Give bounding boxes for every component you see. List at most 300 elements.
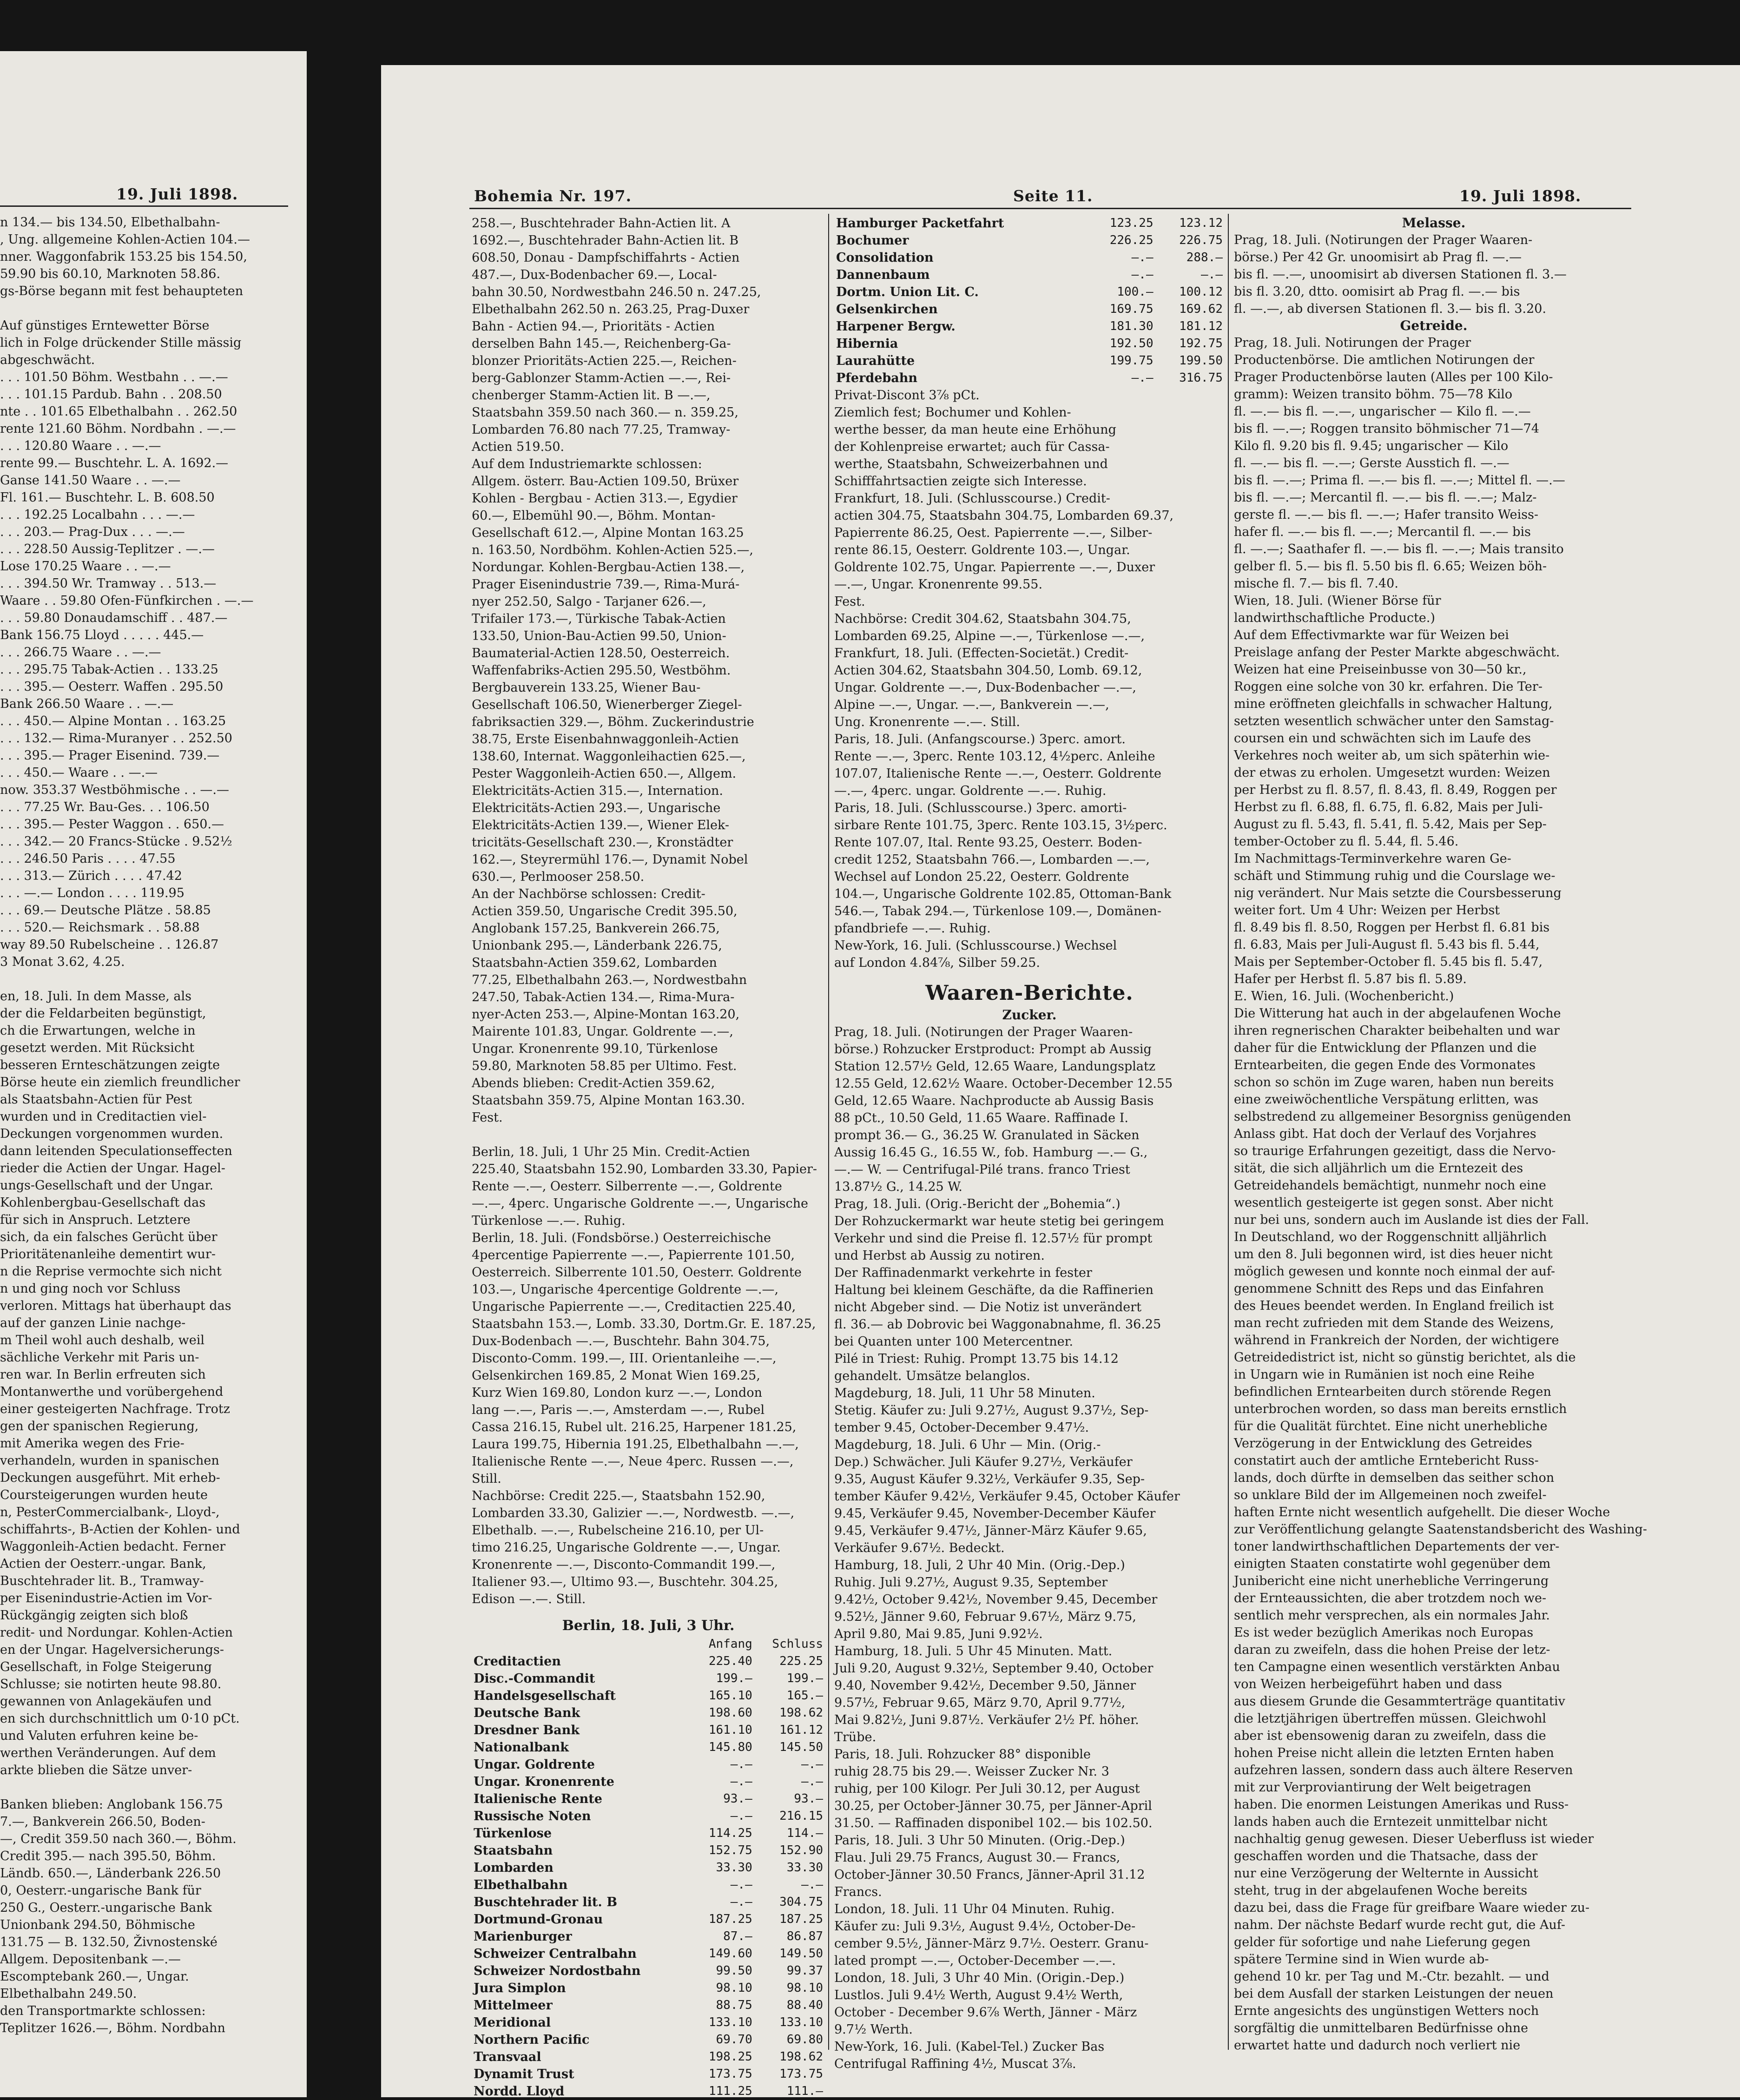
text-line: und Herbst ab Aussig zu notiren.	[834, 1248, 1045, 1263]
text-line: Oesterreich. Silberrente 101.50, Oesterr. Goldrente	[472, 1265, 802, 1280]
text-line: genommene Schnitt des Reps und das Einfahren	[1234, 1281, 1544, 1296]
text-line: Nordungar. Kohlen-Bergbau-Actien 138.—,	[472, 560, 745, 575]
text-line: Ziemlich fest; Bochumer und Kohlen-	[834, 405, 1071, 420]
text-line: gs-Börse begann mit fest behaupteten	[0, 284, 244, 298]
close-value: 199.—	[786, 1671, 823, 1685]
close-value: 33.30	[786, 1861, 823, 1875]
text-line	[472, 1126, 825, 1143]
table-row	[472, 1911, 825, 1928]
open-value: —.—	[1131, 251, 1153, 264]
table-row	[472, 1739, 825, 1756]
text-line: Privat-Discont 3⅞ pCt.	[834, 388, 980, 403]
text-line: Der Rohzuckermarkt war heute stetig bei geringem	[834, 1214, 1164, 1228]
melasse-title: Melasse.	[1402, 215, 1466, 231]
text-line: gewannen von Anlagekäufen und	[0, 1694, 212, 1709]
text-line: Juli 9.20, August 9.32½, September 9.40, October	[834, 1661, 1153, 1676]
header-rule	[469, 208, 1631, 209]
text-line: rente 86.15, Oesterr. Goldrente 103.—, Ungar.	[834, 543, 1130, 557]
open-value: 98.10	[716, 1981, 752, 1995]
text-line: verhandeln, wurden in spanischen	[0, 1453, 219, 1468]
text-line: mit Amerika wegen des Frie-	[0, 1436, 185, 1451]
table-row	[472, 1670, 825, 1687]
open-value: —.—	[1131, 268, 1153, 282]
text-line: bei Quanten unter 100 Metercentner.	[834, 1334, 1074, 1349]
text-line: Ungar. Goldrente —.—, Dux-Bodenbacher —.—,	[834, 680, 1136, 695]
text-line: ten Campagne einen wesentlich verstärkten Anbau	[1234, 1660, 1560, 1674]
text-line: bis fl. —.—; Mercantil fl. —.— bis fl. —.—; Malz-	[1234, 490, 1537, 505]
col2-quote-table	[834, 215, 1225, 387]
open-value: 87.—	[723, 1929, 752, 1943]
security-name: Schweizer Centralbahn	[474, 1947, 637, 1961]
security-name: Consolidation	[836, 251, 934, 265]
text-line: Allgem. Depositenbank —.—	[0, 1952, 181, 1967]
text-line: credit 1252, Staatsbahn 766.—, Lombarden —.—,	[834, 852, 1150, 867]
text-line: Ganse 141.50 Waare . . —.—	[0, 473, 181, 488]
open-value: 123.25	[1109, 216, 1153, 230]
right-page	[381, 65, 1740, 2097]
text-line: Credit 395.— nach 395.50, Böhm.	[0, 1849, 216, 1863]
text-line: fl. —.—, ab diversen Stationen fl. 3.— bis fl. 3.20.	[1234, 302, 1547, 316]
text-line: ren war. In Berlin erfreuten sich	[0, 1367, 206, 1382]
table-row	[472, 2014, 825, 2031]
text-line: 31.50. — Raffinaden disponibel 102.— bis 102.50.	[834, 1816, 1153, 1830]
text-line: Käufer zu: Juli 9.3½, August 9.4½, October-De-	[834, 1919, 1136, 1934]
text-line: lich in Folge drückender Stille mässig	[0, 336, 242, 350]
text-line: Paris, 18. Juli. 3 Uhr 50 Minuten. (Orig.-Dep.)	[834, 1833, 1125, 1848]
text-line: gelber fl. 5.— bis fl. 5.50 bis fl. 6.65; Weizen böh-	[1234, 559, 1547, 574]
text-line: erwartet hatte und dadurch noch verliert nie	[1234, 2038, 1521, 2053]
text-line: October - December 9.6⅞ Werth, Jänner - März	[834, 2005, 1137, 2020]
security-name: Mittelmeer	[474, 1998, 553, 2013]
security-name: Buschtehrader lit. B	[474, 1895, 618, 1909]
text-line: steht, trug in der abgelaufenen Woche bereits	[1234, 1883, 1528, 1898]
text-line: Hafer per Herbst fl. 5.87 bis fl. 5.89.	[1234, 972, 1467, 986]
text-line: werthe, Staatsbahn, Schweizerbahnen und	[834, 457, 1108, 471]
text-line: Gesellschaft 106.50, Wienerberger Ziegel-	[472, 698, 742, 712]
text-line: Papierrente 86.25, Oest. Papierrente —.—, Silber-	[834, 526, 1153, 540]
security-name: Dannenbaum	[836, 268, 930, 282]
security-name: Dortm. Union Lit. C.	[836, 285, 979, 299]
text-line: bahn 30.50, Nordwestbahn 246.50 n. 247.25,	[472, 285, 761, 299]
text-line: Börse heute ein ziemlich freundlicher	[0, 1075, 240, 1090]
table-row	[834, 370, 1225, 387]
open-value: 199.75	[1109, 354, 1153, 368]
text-line: 9.35, August Käufer 9.32½, Verkäufer 9.35, Sep-	[834, 1472, 1145, 1486]
close-value: 216.15	[779, 1809, 823, 1823]
close-value: 198.62	[779, 1706, 823, 1720]
text-line: Elbethalb. —.—, Rubelscheine 216.10, per Ul-	[472, 1523, 764, 1538]
text-line: 77.25, Elbethalbahn 263.—, Nordwestbahn	[472, 973, 747, 987]
text-line: arkte blieben die Sätze unver-	[0, 1763, 192, 1777]
melasse-text	[1234, 231, 1634, 317]
text-line: An der Nachbörse schlossen: Credit-	[472, 887, 705, 901]
text-line: Auf dem Effectivmarkte war für Weizen bei	[1234, 628, 1509, 642]
text-line: —, Credit 359.50 nach 360.—, Böhm.	[0, 1832, 237, 1846]
close-value: —.—	[801, 1878, 823, 1892]
table-row	[834, 352, 1225, 370]
text-line: Elbethalbahn 249.50.	[0, 1987, 137, 2001]
text-line: . . . 450.— Alpine Montan . . 163.25	[0, 714, 226, 728]
table-row	[472, 1687, 825, 1704]
close-value: —.—	[801, 1775, 823, 1789]
open-value: 114.25	[708, 1826, 752, 1840]
text-line: Ruhig. Juli 9.27½, August 9.35, September	[834, 1575, 1108, 1590]
text-line	[0, 971, 297, 988]
text-line: . . . 101.50 Böhm. Westbahn . . —.—	[0, 370, 228, 384]
open-value: —.—	[730, 1895, 752, 1909]
security-name: Meridional	[474, 2015, 551, 2030]
text-line: New-York, 16. Juli. (Schlusscourse.) Wechsel	[834, 938, 1117, 953]
open-value: —.—	[1131, 371, 1153, 385]
text-line: tember-October zu fl. 5.44, fl. 5.46.	[1234, 834, 1459, 849]
text-line: während in Frankreich der Norden, der wichtigere	[1234, 1333, 1559, 1347]
open-value: 198.25	[708, 2050, 752, 2064]
text-line: Francs.	[834, 1885, 882, 1899]
table-row	[472, 1997, 825, 2014]
text-line: Prag, 18. Juli. Notirungen der Prager	[1234, 336, 1471, 350]
text-line: die letztjährigen übertreffen müssen. Gleichwohl	[1234, 1711, 1547, 1726]
text-line: redit- und Nordungar. Kohlen-Actien	[0, 1625, 233, 1640]
text-line: 7.—, Bankverein 266.50, Boden-	[0, 1815, 205, 1829]
text-line: Actien der Oesterr.-ungar. Bank,	[0, 1557, 206, 1571]
table-row	[472, 1773, 825, 1790]
text-line: . . . 59.80 Donaudamschiff . . 487.—	[0, 611, 228, 625]
text-line: Berlin, 18. Juli, 1 Uhr 25 Min. Credit-Actien	[472, 1145, 750, 1159]
text-line: Rückgängig zeigten sich bloß	[0, 1608, 188, 1623]
text-line: nahm. Der nächste Bedarf wurde recht gut, die Auf-	[1234, 1918, 1565, 1932]
open-value: 145.80	[708, 1740, 752, 1754]
text-line: Banken blieben: Anglobank 156.75	[0, 1797, 223, 1812]
text-line: Türkenlose —.—. Ruhig.	[472, 1214, 626, 1228]
security-name: Russische Noten	[474, 1809, 591, 1823]
wien-report-text	[1234, 988, 1648, 2054]
text-line: Schifffahrtsactien zeigte sich Interesse.	[834, 474, 1087, 489]
text-line: Kilo fl. 9.20 bis fl. 9.45; ungarischer — Kilo	[1234, 439, 1509, 453]
text-line: von Weizen herbeigeführt haben und dass	[1234, 1677, 1502, 1691]
text-line: Staatsbahn 359.75, Alpine Montan 163.30.	[472, 1093, 745, 1108]
close-value: 114.—	[786, 1826, 823, 1840]
text-line: daher für die Entwicklung der Pflanzen und die	[1234, 1041, 1537, 1055]
table-row	[472, 1842, 825, 1859]
text-line: sorgfältig die unmittelbaren Bedürfnisse ohne	[1234, 2021, 1529, 2035]
text-line: möglich gewesen und konnte noch einmal der auf-	[1234, 1264, 1555, 1279]
text-line: en der Ungar. Hagelversicherungs-	[0, 1643, 224, 1657]
text-line: Ländb. 650.—, Länderbank 226.50	[0, 1866, 221, 1881]
open-value: 100.—	[1117, 285, 1153, 299]
text-line: man recht zufrieden mit dem Stande des Weizens,	[1234, 1316, 1554, 1330]
text-line: Preislage anfang der Pester Markte abgeschwächt.	[1234, 645, 1560, 660]
text-line: 247.50, Tabak-Actien 134.—, Rima-Mura-	[472, 990, 735, 1004]
security-name: Gelsenkirchen	[836, 302, 938, 317]
close-value: 316.75	[1179, 371, 1223, 385]
text-line: Waare . . 59.80 Ofen-Fünfkirchen . —.—	[0, 594, 254, 608]
text-line: . . . 394.50 Wr. Tramway . . 513.—	[0, 576, 217, 591]
text-line: Wechsel auf London 25.22, Oesterr. Goldrente	[834, 870, 1129, 884]
text-line: lands haben auch die Erntezeit unmittelbar nicht	[1234, 1815, 1548, 1829]
close-value: 198.62	[779, 2050, 823, 2064]
text-line: 60.—, Elbemühl 90.—, Böhm. Montan-	[472, 508, 716, 523]
text-line: Cassa 216.15, Rubel ult. 216.25, Harpener 181.25,	[472, 1420, 797, 1434]
text-line: so traurige Erfahrungen gezeitigt, dass die Nervo-	[1234, 1144, 1556, 1158]
security-name: Transvaal	[474, 2050, 541, 2064]
text-line: Kohlenbergbau-Gesellschaft das	[0, 1195, 206, 1210]
open-value: 225.40	[708, 1654, 752, 1668]
text-line: aufzehren lassen, sondern dass auch ältere Reserven	[1234, 1763, 1573, 1777]
text-line: abgeschwächt.	[0, 353, 95, 367]
text-line: Abends blieben: Credit-Actien 359.62,	[472, 1076, 715, 1090]
text-line: Dux-Bodenbach —.—, Buschtehr. Bahn 304.75,	[472, 1334, 770, 1348]
text-line: . . . 395.— Prager Eisenind. 739.—	[0, 748, 220, 763]
text-line: eine zweiwöchentliche Verspätung erlitten, was	[1234, 1092, 1539, 1107]
text-line: Teplitzer 1626.—, Böhm. Nordbahn	[0, 2021, 225, 2035]
table-row	[472, 1859, 825, 1876]
text-line: 38.75, Erste Eisenbahnwaggonleih-Actien	[472, 732, 739, 746]
text-line: Magdeburg, 18. Juli. 6 Uhr — Min. (Orig.-	[834, 1438, 1101, 1452]
text-line: 250 G., Oesterr.-ungarische Bank	[0, 1901, 212, 1915]
text-line: fl. 8.49 bis fl. 8.50, Roggen per Herbst fl. 6.81 bis	[1234, 920, 1550, 935]
open-value: 199.—	[716, 1671, 752, 1685]
close-value: 192.75	[1179, 337, 1223, 350]
text-line: selbstredend zu allgemeiner Besorgniss genügenden	[1234, 1109, 1571, 1124]
text-line: 59.80, Marknoten 58.85 per Ultimo. Fest.	[472, 1059, 737, 1073]
text-line: Flau. Juli 29.75 Francs, August 30.— Francs,	[834, 1850, 1120, 1865]
text-line: sächliche Verkehr mit Paris un-	[0, 1350, 199, 1365]
open-value: 187.25	[708, 1912, 752, 1926]
text-line: Trifailer 173.—, Türkische Tabak-Actien	[472, 612, 726, 626]
text-line: 9.45, Verkäufer 9.45, November-December Käufer	[834, 1506, 1156, 1521]
text-line: October-Jänner 30.50 Francs, Jänner-April 31.12	[834, 1868, 1145, 1882]
text-line: fl. —.—; Saathafer fl. —.— bis fl. —.—; Mais transito	[1234, 542, 1564, 556]
column-2	[834, 215, 1225, 2071]
text-line: E. Wien, 16. Juli. (Wochenbericht.)	[1234, 989, 1454, 1004]
text-line: tember Käufer 9.42½, Verkäufer 9.45, October Käufer	[834, 1489, 1180, 1504]
close-value: 169.62	[1179, 302, 1223, 316]
open-value: 169.75	[1109, 302, 1153, 316]
text-line: 4percentige Papierrente —.—, Papierrente 101.50,	[472, 1248, 795, 1262]
text-line: 9.40, November 9.42½, December 9.50, Jänner	[834, 1678, 1136, 1693]
text-line: London, 18. Juli, 3 Uhr 40 Min. (Origin.-Dep.)	[834, 1971, 1125, 1985]
text-line: Lombarden 76.80 nach 77.25, Tramway-	[472, 423, 731, 437]
text-line: gehandelt. Umsätze belanglos.	[834, 1369, 1030, 1383]
text-line: n 134.— bis 134.50, Elbethalbahn-	[0, 215, 220, 230]
text-line: 630.—, Perlmooser 258.50.	[472, 870, 645, 884]
security-name: Dortmund-Gronau	[474, 1912, 603, 1927]
text-line: Montanwerthe und vorübergehend	[0, 1385, 224, 1399]
text-line: Baumaterial-Actien 128.50, Oesterreich.	[472, 646, 730, 660]
open-value: 133.10	[708, 2015, 752, 2029]
table-row	[472, 1704, 825, 1722]
text-line: 225.40, Staatsbahn 152.90, Lombarden 33.30, Papier-	[472, 1162, 817, 1176]
table-row	[472, 1980, 825, 1997]
security-name: Jura Simplon	[474, 1981, 566, 1995]
zucker-title: Zucker.	[1002, 1007, 1057, 1023]
text-line: Roggen eine solche von 30 kr. erfahren. Die Ter-	[1234, 680, 1542, 694]
close-value: 165.—	[786, 1689, 823, 1703]
text-line: . . . 246.50 Paris . . . . 47.55	[0, 852, 176, 866]
text-line: constatirt auch der amtliche Erntebericht Russ-	[1234, 1453, 1539, 1468]
text-line: per Eisenindustrie-Actien im Vor-	[0, 1591, 212, 1605]
open-value: 93.—	[723, 1792, 752, 1806]
text-line: so unklare Bild der im Allgemeinen noch zweifel-	[1234, 1488, 1547, 1502]
table-row	[472, 1808, 825, 1825]
text-line: 88 pCt., 10.50 Geld, 11.65 Waare. Raffinade I.	[834, 1111, 1128, 1125]
table-row	[472, 1928, 825, 1945]
text-line: Rente 107.07, Ital. Rente 93.25, Oesterr. Boden-	[834, 835, 1142, 850]
security-name: Türkenlose	[474, 1826, 552, 1841]
open-value: 149.60	[708, 1947, 752, 1961]
text-line: schiffahrts-, B-Actien der Kohlen- und	[0, 1522, 240, 1537]
text-line: August zu fl. 5.43, fl. 5.41, fl. 5.42, Mais per Sep-	[1234, 817, 1547, 832]
text-line: Disconto-Comm. 199.—, III. Orientanleihe —.—,	[472, 1351, 777, 1366]
text-line: Paris, 18. Juli. (Schlusscourse.) 3perc. amorti-	[834, 801, 1127, 815]
text-line: In Deutschland, wo der Roggenschnitt alljährlich	[1234, 1230, 1547, 1244]
text-line: . . . 342.— 20 Francs-Stücke . 9.52½	[0, 834, 232, 849]
close-value: 98.10	[786, 1981, 823, 1995]
text-line: Bergbauverein 133.25, Wiener Bau-	[472, 680, 701, 695]
table-row	[834, 284, 1225, 301]
text-line: aber ist ebensowenig daran zu zweifeln, dass die	[1234, 1729, 1546, 1743]
text-line: . . . 450.— Waare . . —.—	[0, 766, 158, 780]
text-line: . . . 132.— Rima-Muranyer . . 252.50	[0, 731, 232, 746]
text-line: ungs-Gesellschaft und der Ungar.	[0, 1178, 214, 1193]
text-line: Es ist weder bezüglich Amerikas noch Europas	[1234, 1625, 1534, 1640]
text-line: mine eröffneten gleichfalls in schwacher Haltung,	[1234, 697, 1553, 711]
text-line: m Theil wohl auch deshalb, weil	[0, 1333, 205, 1347]
open-value: 192.50	[1109, 337, 1153, 350]
text-line: einer gesteigerten Nachfrage. Trotz	[0, 1402, 230, 1416]
text-line: Magdeburg, 18. Juli, 11 Uhr 58 Minuten.	[834, 1386, 1095, 1400]
open-value: 226.25	[1109, 233, 1153, 247]
text-line: ch die Erwartungen, welche in	[0, 1024, 196, 1038]
text-line: haften Ernte nicht wesentlich aufgehellt. Die dieser Woche	[1234, 1505, 1610, 1519]
text-line: Hamburg, 18. Juli. 5 Uhr 45 Minuten. Matt.	[834, 1644, 1113, 1658]
text-line: landwirthschaftliche Producte.)	[1234, 611, 1436, 625]
text-line: werthen Veränderungen. Auf dem	[0, 1746, 216, 1760]
berlin-quote-table	[472, 1636, 825, 2100]
text-line: Elbethalbahn 262.50 n. 263.25, Prag-Duxer	[472, 302, 750, 317]
text-line: als Staatsbahn-Actien für Pest	[0, 1092, 192, 1107]
text-line	[0, 300, 297, 317]
close-value: 86.87	[786, 1929, 823, 1943]
text-line: werthe besser, da man heute eine Erhöhung	[834, 423, 1116, 437]
column-header-open: Anfang	[708, 1637, 752, 1651]
text-line: Pilé in Triest: Ruhig. Prompt 13.75 bis 14.12	[834, 1352, 1119, 1366]
left-header-date: 19. Juli 1898.	[116, 185, 238, 203]
text-line: Rente —.—, Oesterr. Silberrente —.—, Goldrente	[472, 1179, 782, 1194]
text-line: Ungar. Kronenrente 99.10, Türkenlose	[472, 1042, 718, 1056]
text-line: Paris, 18. Juli. Rohzucker 88° disponible	[834, 1747, 1091, 1762]
text-line: blonzer Prioritäts-Actien 225.—, Reichen-	[472, 354, 737, 368]
open-value: —.—	[730, 1757, 752, 1771]
left-column	[0, 214, 297, 2073]
security-name: Nordd. Lloyd	[474, 2084, 565, 2099]
text-line: Elektricitäts-Actien 315.—, Internation.	[472, 784, 723, 798]
security-name: Nationalbank	[474, 1740, 569, 1755]
text-line: wurden und in Creditactien viel-	[0, 1109, 207, 1124]
text-line: nyer-Acten 253.—, Alpine-Montan 163.20,	[472, 1007, 740, 1022]
close-value: 145.50	[779, 1740, 823, 1754]
text-line: Fl. 161.— Buschtehr. L. B. 608.50	[0, 490, 215, 505]
security-name: Handelsgesellschaft	[474, 1689, 616, 1703]
text-line: 9.45, Verkäufer 9.47½, Jänner-März Käufer 9.65,	[834, 1524, 1147, 1538]
text-line: Auf dem Industriemarkte schlossen:	[472, 457, 702, 471]
text-line: . . . 203.— Prag-Dux . . . —.—	[0, 525, 185, 539]
text-line: prompt 36.— G., 36.25 W. Granulated in Säcken	[834, 1128, 1140, 1142]
text-line: bis fl. —.—; Roggen transito böhmischer 71—74	[1234, 422, 1540, 436]
text-line: Ung. Kronenrente —.—. Still.	[834, 715, 1020, 729]
table-row	[834, 301, 1225, 318]
security-name: Harpener Bergw.	[836, 319, 956, 334]
text-line: Mairente 101.83, Ungar. Goldrente —.—,	[472, 1024, 733, 1039]
open-value: 69.70	[716, 2033, 752, 2047]
security-name: Creditactien	[474, 1654, 561, 1669]
text-line: haben. Die enormen Leistungen Amerikas und Russ-	[1234, 1797, 1569, 1812]
open-value: 165.10	[708, 1689, 752, 1703]
text-line: Laura 199.75, Hibernia 191.25, Elbethalbahn —.—,	[472, 1437, 799, 1452]
text-line: —.—, 4perc. ungar. Goldrente —.—. Ruhig.	[834, 784, 1107, 798]
text-line: Lombarden 69.25, Alpine —.—, Türkenlose —.—,	[834, 629, 1145, 643]
security-name: Staatsbahn	[474, 1843, 553, 1858]
text-line: den Transportmarkte schlossen:	[0, 2004, 206, 2018]
text-line: Kronenrente —.—, Disconto-Commandit 199.—,	[472, 1558, 776, 1572]
text-line: Nachbörse: Credit 225.—, Staatsbahn 152.90,	[472, 1489, 765, 1503]
text-line: 103.—, Ungarische 4percentige Goldrente —.—,	[472, 1282, 779, 1297]
text-line: fl. 6.83, Mais per Juli-August fl. 5.43 bis fl. 5.44,	[1234, 938, 1540, 952]
text-line: nyer 252.50, Salgo - Tarjaner 626.—,	[472, 594, 706, 609]
text-line: pfandbriefe —.—. Ruhig.	[834, 921, 991, 936]
text-line: mit zur Verproviantirung der Welt beigetragen	[1234, 1780, 1531, 1795]
security-name: Hibernia	[836, 337, 898, 351]
text-line: chenberger Stamm-Actien lit. B —.—,	[472, 388, 711, 403]
table-row	[472, 2048, 825, 2066]
text-line: now. 353.37 Westböhmische . . —.—	[0, 783, 230, 797]
text-line: rieder die Actien der Ungar. Hagel-	[0, 1161, 225, 1175]
text-line: 487.—, Dux-Bodenbacher 69.—, Local-	[472, 268, 717, 282]
text-line: dann leitenden Speculationseffecten	[0, 1144, 232, 1158]
text-line: Verkehres noch weiter ab, um sich späterhin wie-	[1234, 748, 1550, 763]
open-value: 111.25	[708, 2084, 752, 2098]
open-value: 198.60	[708, 1706, 752, 1720]
text-line: 133.50, Union-Bau-Actien 99.50, Union-	[472, 629, 726, 643]
table-row	[472, 2083, 825, 2100]
text-line: unterbrochen worden, so dass man bereits ernstlich	[1234, 1402, 1567, 1416]
text-line: nig verändert. Nur Mais setzte die Coursbesserung	[1234, 886, 1562, 900]
text-line: n die Reprise vermochte sich nicht	[0, 1264, 222, 1279]
open-value: 33.30	[716, 1861, 752, 1875]
text-line: en, 18. Juli. In dem Masse, als	[0, 989, 191, 1004]
text-line: Getreidedistrict ist, nicht so günstig berichtet, als die	[1234, 1350, 1576, 1365]
text-line: Kohlen - Bergbau - Actien 313.—, Egydier	[472, 491, 738, 506]
text-line: —.—, 4perc. Ungarische Goldrente —.—, Ungarische	[472, 1196, 808, 1211]
text-line: Weizen hat eine Preiseinbusse von 30—50 kr.,	[1234, 662, 1527, 677]
text-line: Gesellschaft 612.—, Alpine Montan 163.25	[472, 526, 744, 540]
close-value: 199.50	[1179, 354, 1223, 368]
text-line: lang —.—, Paris —.—, Amsterdam —.—, Rubel	[472, 1403, 765, 1417]
security-name: Elbethalbahn	[474, 1878, 568, 1892]
text-line: way 89.50 Rubelscheine . . 126.87	[0, 938, 219, 952]
text-line: . . . 120.80 Waare . . —.—	[0, 439, 161, 453]
text-line: Prager Productenbörse lauten (Alles per 100 Kilo-	[1234, 370, 1553, 384]
table-row	[472, 1894, 825, 1911]
text-line: Verkehr und sind die Preise fl. 12.57½ für prompt	[834, 1231, 1153, 1246]
text-line: 59.90 bis 60.10, Marknoten 58.86.	[0, 267, 221, 281]
text-line: Bank 156.75 Lloyd . . . . . 445.—	[0, 628, 204, 642]
column-divider	[1228, 214, 1229, 2050]
text-line: 546.—, Tabak 294.—, Türkenlose 109.—, Domänen-	[834, 904, 1162, 918]
text-line: Anglobank 157.25, Bankverein 266.75,	[472, 921, 720, 936]
text-line: Escomptebank 260.—, Ungar.	[0, 1969, 189, 1984]
text-line: Deckungen vorgenommen wurden.	[0, 1127, 224, 1141]
